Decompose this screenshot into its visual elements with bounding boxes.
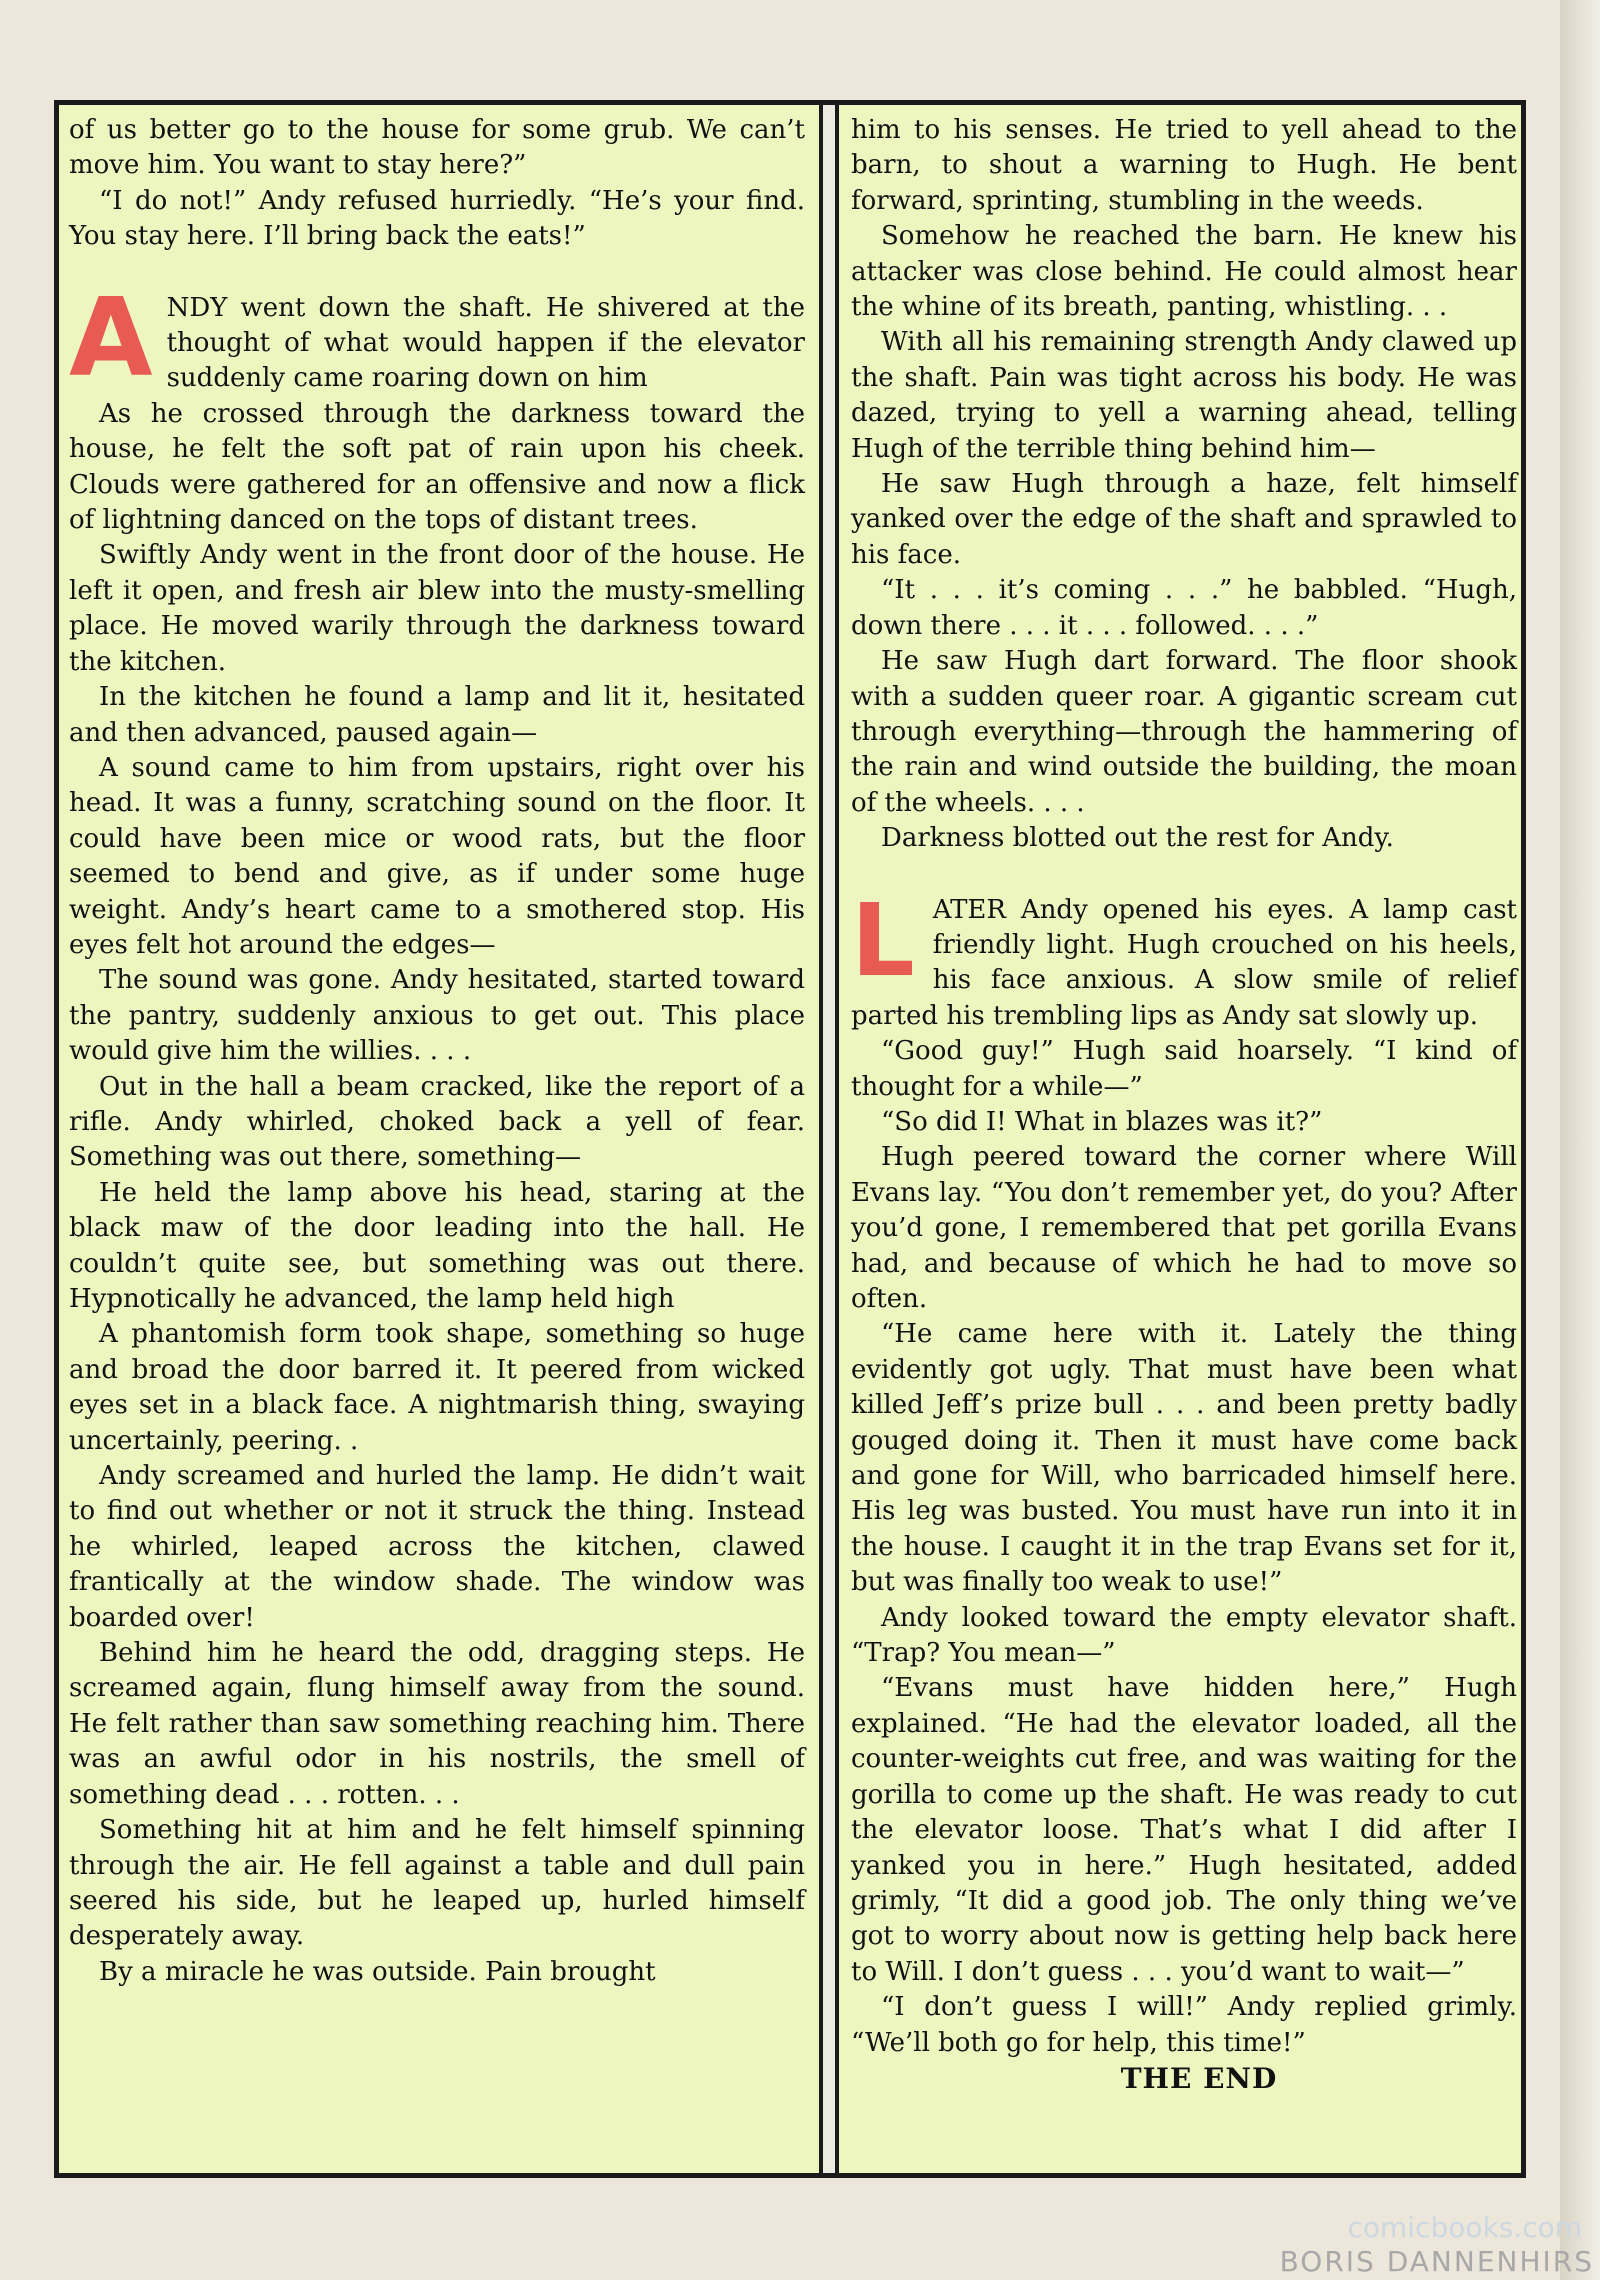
paragraph: Behind him he heard the odd, dragging steps. He screamed again, flung himself away from the sound. He felt rather than saw something reaching him. There was an awful odor in his nostrils, the smell of something dead . . . rotten. . .	[69, 1638, 805, 1810]
paragraph: Out in the hall a beam cracked, like the report of a rifle. Andy whirled, choked back a yell of fear. Something was out there, something—	[69, 1071, 805, 1173]
text-page-panel	[54, 100, 1526, 2178]
paragraph: “Evans must have hidden here,” Hugh explained. “He had the elevator loaded, all the counter-weights cut free, and was waiting for the gorilla to come up the shaft. He was ready to cut the elevator loose. That’s what I did after I yanked you in here.” Hugh hesitated, added grimly, “It did a good job. The only thing we’ve got to worry about now is getting help back here to Will. I don’t guess . . . you’d want to wait—”	[851, 1673, 1517, 1987]
paragraph: In the kitchen he found a lamp and lit it, hesitated and then advanced, paused again—	[69, 682, 805, 748]
section-opening-paragraph	[851, 881, 1517, 1035]
page-edge	[1560, 0, 1600, 2280]
paragraph: “He came here with it. Lately the thing evidently got ugly. That must have been what killed Jeff’s prize bull . . . and been pretty badly gouged doing it. Then it must have come back and gone for Will, who barricaded himself here. His leg was busted. You must have run into it in the house. I caught it in the trap Evans set for it, but was finally too weak to use!”	[851, 1319, 1517, 1598]
paragraph: A sound came to him from upstairs, right over his head. It was a funny, scratching sound on the floor. It could have been mice or wood rats, but the floor seemed to bend and give, as if under some huge weight. Andy’s heart came to a smothered stop. His eyes felt hot around the edges—	[69, 752, 805, 960]
paragraph: Swiftly Andy went in the front door of the house. He left it open, and fresh air blew into the musty-smelling place. He moved warily through the darkness toward the kitchen.	[69, 540, 805, 677]
paragraph: of us better go to the house for some grub. We can’t move him. You want to stay here?”	[69, 115, 805, 181]
paragraph: Andy looked toward the empty elevator shaft. “Trap? You mean—”	[851, 1602, 1517, 1669]
the-end-label: THE END	[1120, 2061, 1278, 2095]
section-opening-text: ATER Andy opened his eyes. A lamp cast friendly light. Hugh crouched on his heels, his face anxious. A slow smile of relief parted his trembling lips as Andy sat slowly up.	[851, 894, 1517, 1031]
watermark-text: comicbooks.com	[1347, 2211, 1582, 2244]
paragraph: Somehow he reached the barn. He knew his attacker was close behind. He could almost hear the whine of its breath, panting, whistling. . .	[851, 221, 1517, 323]
credit-text: BORIS DANNENHIRS	[1279, 2245, 1594, 2278]
paragraph: Darkness blotted out the rest for Andy.	[881, 823, 1394, 854]
paragraph: As he crossed through the darkness toward the house, he felt the soft pat of rain upon his cheek. Clouds were gathered for an offensive and now a flick of lightning danced on the tops of distant trees.	[69, 398, 805, 536]
left-column	[69, 113, 805, 1990]
drop-cap-letter: A	[69, 275, 153, 401]
paragraph: Andy screamed and hurled the lamp. He didn’t wait to find out whether or not it struck the thing. Instead he whirled, leaped across the kitchen, clawed frantically at the window shade. The window was boarded over!	[69, 1461, 805, 1633]
paragraph: A phantomish form took shape, something so huge and broad the door barred it. It peered from wicked eyes set in a black face. A nightmarish thing, swaying uncertainly, peering. .	[69, 1319, 805, 1456]
paragraph: By a miracle he was outside. Pain brought	[99, 1956, 656, 1987]
paragraph: The sound was gone. Andy hesitated, started toward the pantry, suddenly anxious to get out. This place would give him the willies. . . .	[69, 965, 805, 1067]
section-opening-paragraph	[69, 275, 805, 401]
paragraph: “I do not!” Andy refused hurriedly. “He’s your find. You stay here. I’ll bring back the eats!”	[69, 185, 805, 252]
paragraph: He saw Hugh dart forward. The floor shook with a sudden queer roar. A gigantic scream cut through everything—through the hammering of the rain and wind outside the building, the moan of the wheels. . . .	[851, 646, 1517, 818]
paragraph: With all his remaining strength Andy clawed up the shaft. Pain was tight across his body. He was dazed, trying to yell a warning ahead, telling Hugh of the terrible thing behind him—	[851, 327, 1517, 464]
paragraph: “I don’t guess I will!” Andy replied grimly. “We’ll both go for help, this time!”	[851, 1992, 1517, 2058]
drop-cap-letter: L	[851, 881, 915, 999]
right-column	[851, 113, 1517, 2096]
paragraph: He saw Hugh through a haze, felt himself yanked over the edge of the shaft and sprawled to his face.	[851, 469, 1517, 570]
paragraph: He held the lamp above his head, staring at the black maw of the door leading into the hall. He couldn’t quite see, but something was out there. Hypnotically he advanced, the lamp held high	[69, 1177, 805, 1314]
paragraph: Something hit at him and he felt himself spinning through the air. He fell against a table and dull pain seered his side, but he leaped up, hurled himself desperately away.	[69, 1815, 805, 1952]
paragraph: him to his senses. He tried to yell ahead to the barn, to shout a warning to Hugh. He bent forward, sprinting, stumbling in the weeds.	[851, 115, 1517, 216]
paragraph: “So did I! What in blazes was it?”	[881, 1106, 1323, 1137]
paragraph: Hugh peered toward the corner where Will Evans lay. “You don’t remember yet, do you? After you’d gone, I remembered that pet gorilla Evans had, and because of which he had to move so often.	[851, 1142, 1517, 1314]
paragraph: “Good guy!” Hugh said hoarsely. “I kind of thought for a while—”	[851, 1036, 1517, 1102]
section-opening-text: NDY went down the shaft. He shivered at the thought of what would happen if the elevator suddenly came roaring down on him	[166, 292, 805, 394]
column-divider	[819, 105, 839, 2173]
paragraph: “It . . . it’s coming . . .” he babbled. “Hugh, down there . . . it . . . followed. . . .”	[851, 575, 1517, 641]
